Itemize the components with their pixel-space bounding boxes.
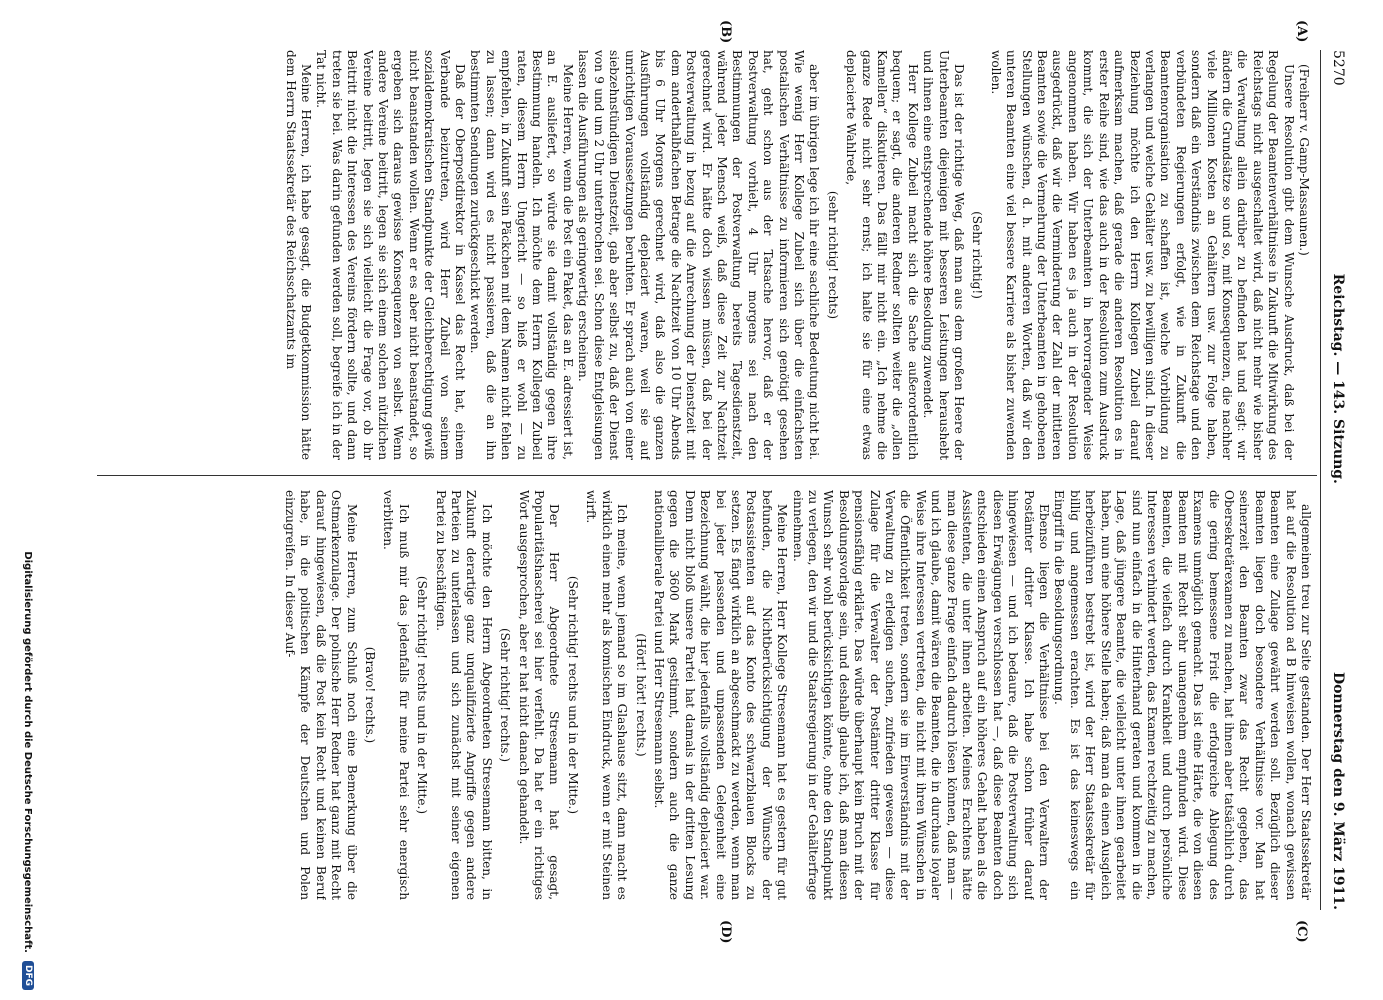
paragraph: Das ist der richtige Weg, daß man aus dem großen Heere der Unterbeamten diejenigen mit besseren Leistungen heraushebt und ihnen eine entsprechende höhere Besoldung zuwendet. (921, 50, 967, 460)
right-column (103, 490, 1313, 900)
paragraph: Ich möchte den Herrn Abgeordneten Stresemann bitten, in Zukunft derartige ganz unqualifizierte Angriffe gegen andere Parteien zu unterlassen und sich zunächst mit seiner eigenen Partei zu beschäftigen. (433, 490, 494, 900)
interjection: (Sehr richtig!) (970, 211, 985, 299)
margin-marker-a: (A) (1294, 20, 1309, 43)
interjection: (Bravo! rechts.) (363, 646, 378, 744)
digitization-footer (13, 10, 43, 990)
page-header (1323, 50, 1353, 910)
interjection: (Hört! hört! rechts.) (633, 633, 648, 757)
document-sheet (93, 20, 1353, 944)
header-date: Donnerstag den 9. März 1911. (1330, 671, 1346, 910)
interjection: (sehr richtig! rechts) (825, 190, 840, 320)
paragraph: (Freiherr v. Gamp-Massaunen.) (1297, 64, 1311, 256)
paragraph: Meine Herren, wenn die Post ein Paket, das an E. adressiert ist, an E. ausliefert, so würde sie damit vollständig gegen ihre Bestimmung handeln. Ich möchte dem Herrn Kollegen Zubeil raten, diesem Herrn Ungericht — so hieß er wohl — zu empfehlen, in Zukunft sein Päckchen mit dem Namen nicht fehlen zu lassen; dann wird es nicht passieren, daß die an ihn bestimmten Sendungen zurückgeschickt werden. (468, 50, 575, 460)
paragraph: Der Herr Abgeordnete Stresemann hat gesagt, Popularitätshascherei sei hier verfehlt. Da hat er ein richtiges Wort ausgesprochen, aber er hat nicht danach gehandelt. (516, 490, 562, 900)
interjection: (Sehr richtig! rechts und in der Mitte.) (415, 575, 430, 815)
paragraph: Meine Herren, zum Schluß noch eine Bemerkung über die Ostmarkenzulage. Der polnische Herr Redner hat ganz mit Recht darauf hingewiesen, daß die Post kein Recht und keinen Beruf habe, in die politischen Kämpfe der Deutschen und Polen einzugreifen. In dieser Auf- (283, 490, 359, 900)
paragraph: Daß der Oberpostdirektor in Kassel das Recht hat, einem Verbande beizutreten, wird Herr Zubeil von seinem sozialdemokratischen Standpunkte der Gleichberechtigung gewiß nicht beanstanden wollen. Wenn er es aber nicht beanstandet, so ergeben sich daraus gewisse Konsequenzen von selbst. Wenn andere Vereine beitritt, legen sie sich einem solchen nützlichen Vereine beitritt, legen sie sich vielleicht die Frage vor, ob ihr Beitritt nicht die Interessen des Vereins fördern sollte, und dann treten sie bei. Was darin gefunden werden soll, begreife ich in der Tat nicht. (314, 50, 468, 460)
page-number: 5270 (1330, 50, 1346, 86)
margin-marker-d: (D) (718, 920, 733, 944)
interjection: (Sehr richtig! rechts und in der Mitte.) (565, 575, 580, 815)
interjection: (Sehr richtig! rechts.) (498, 627, 513, 763)
paragraph: Unsere Resolution gibt dem Wunsche Ausdruck, daß bei der Regelung der Beamtenverhältnisse in Zukunft die Mitwirkung des Reichstags nicht ausgeschaltet wird, daß nicht mehr wie bisher die Verwaltung allein darüber zu befinden hat und sagt: wir ändern die Grundsätze so und so, mit Konsequenzen, die nachher viele Millionen Kosten an Gehältern usw. zur Folge haben, sondern daß ein Verständnis zwischen dem Reichstage und den verbündeten Regierungen erfolgt, wie in Zukunft die Beamtenorganisation zu schaffen ist, welche Vorbildung zu verlangen und welche Gehälter usw. zu bewilligen sind. In dieser Beziehung möchte ich den Herrn Kollegen Zubeil darauf aufmerksam machen, daß gerade die anderen Resolution es in erster Reihe sind, wie das auch in der Resolution zum Ausdruck kommt, die sich der Unterbeamten in hervorragender Weise angenommen haben. Wir haben es ja auch in der Resolution ausgedrückt, daß wir die Verminderung der Zahl der mittleren Beamten sowie die Vermehrung der Unterbeamten in gehobenen Stellungen wünschen, d. h. mit anderen Worten, daß wir den unteren Beamten eine viel bessere Karriere als bisher zuwenden wollen. (988, 50, 1296, 460)
paragraph: aber im übrigen lege ich ihr eine sachliche Bedeutung nicht bei. Wie wenig Herr Kollege Zubeil sich über die einfachsten postalischen Verhältnisse zu informieren sich genötigt gesehen hat, geht schon aus der Tatsache hervor, daß er der Postverwaltung vorhielt, 4 Uhr morgens sei nach den Bestimmungen der Postverwaltung bereits Tagesdienstzeit, während jeder Mensch weiß, daß diese Zeit zur Nachtzeit gerechnet wird. Er hätte doch wissen müssen, daß bei der Postverwaltung in bezug auf die Anrechnung der Dienstzeit mit dem anderthalbfachen Betrage die Nachtzeit von 10 Uhr Abends bis 6 Uhr Morgens gerechnet wird, daß also die ganzen Ausführungen vollständig deplaciert waren, weil sie auf unrichtigen Voraussetzungen beruhten. Er sprach auch von einer siebzehnstündigen Dienstzeit, gab aber selbst zu, daß der Dienst von 9 und um 2 Uhr unterbrochen sei. Schon diese Entgleisungen lassen die Ausführungen als geringwertig erscheinen. (576, 50, 822, 460)
paragraph: Ebenso liegen die Verhältnisse bei den Verwaltern der Postämter dritter Klasse. Ich habe schon früher darauf hingewiesen — und ich bedaure, daß die Postverwaltung sich diesen Erwägungen verschlossen hat —, daß diese Beamten doch entschieden einen Anspruch auf ein höheres Gehalt haben als die Assistenten, die unter ihnen arbeiten. Meines Erachtens hätte man diese ganze Frage einfach dadurch lösen können, daß man — und ich glaube, damit wären die Beamten, die in durchaus loyaler Weise ihre Interessen vertreten, die nicht mit ihren Wünschen in die Öffentlichkeit treten, sondern sie im Einverständnis mit der Verwaltung zu erledigen suchen, zufrieden gewesen — diese Zulage für die Verwalter der Postämter dritter Klasse für pensionsfähig erklärte. Das würde überhaupt kein Bruch mit der Besoldungsvorlage sein, und deshalb glaube ich, daß man diesen Wunsch sehr wohl berücksichtigen könnte, ohne den Standpunkt zu verlegen, den wir und die Staatsregierung in der Gehälterfrage einnehmen. (790, 490, 1052, 900)
left-column (103, 50, 1313, 460)
margin-marker-b: (B) (718, 20, 733, 44)
column-divider (97, 475, 1317, 476)
paragraph: Ich meine, wenn jemand so im Glashause sitzt, dann macht es wirklich einen mehr als komischen Eindruck, wenn er mit Steinen wirft. (584, 490, 630, 900)
paragraph: Ich muß mir das jedenfalls für meine Partei sehr energisch verbitten. (381, 490, 411, 900)
paragraph: allgemeinen treu zur Seite gestanden. Der Herr Staatssekretär hat auf die Resolution ad B hinweisen wollen, wonach gewissen Beamten eine Zulage gewährt werden soll. Bezüglich dieser Beamten liegen doch besondere Verhältnisse vor. Man hat seinerzeit den Beamten zwar das Recht gegeben, das Obersekretärexamen zu machen, hat ihnen aber tatsächlich durch die gering bemessene Frist die erfolgreiche Ablegung des Examens unmöglich gemacht. Das ist eine Härte, die von diesen Beamten mit Recht sehr unangenehm empfunden wird. Diese Beamten, die vielfach durch Krankheit und durch persönliche Interessen verhindert werden, das Examen rechtzeitig zu machen, sind nun einfach in die Hinterhand geraten und kommen in die Lage, daß jüngere Beamte, die vielleicht unter ihnen gearbeitet haben, nun eine höhere Stelle haben; daß man da einen Ausgleich herbeizuführen bestrebt ist, wird der Herr Staatssekretär für billig und angemessen erachten. Es ist das keineswegs ein Eingriff in die Besoldungsordnung. (1052, 490, 1313, 900)
paragraph: Meine Herren, ich habe gesagt, die Budgetkommission hätte dem Herrn Staatssekretär des Reichsschatzamts im (283, 50, 313, 460)
header-title: Reichstag. — 143. Sitzung. (1330, 273, 1346, 484)
paragraph: Herr Kollege Zubeil macht sich die Sache außerordentlich bequem; er sagt, die anderen Redner sollten weiter die „ollen Kamellen“ diskutieren. Das fällt mir nicht ein. „Ich nehme die ganze Rede nicht sehr ernst; ich halte sie für eine etwas deplacierte Wahlrede, (844, 50, 920, 460)
margin-marker-c: (C) (1294, 920, 1309, 943)
paragraph: Meine Herren, Herr Kollege Stresemann hat es gestern für gut befunden, die Nichtberücksichtigung der Wünsche der Postassistenten auf das Konto des schwarzblauen Blocks zu setzen. Es fängt wirklich an abgeschmackt zu werden, wenn man bei jeder passenden und unpassenden Gelegenheit eine Bezeichnung wählt, die hier jedenfalls vollständig deplaciert war. Denn nicht bloß unsere Partei hat damals in der dritten Lesung gegen die 3600 Mark gestimmt, sondern auch die ganze nationalliberale Partei und Herr Stresemann selbst. (651, 490, 790, 900)
dfg-badge: DFG (22, 961, 34, 990)
header-rule (1320, 50, 1321, 910)
digitization-note: Digitalisierung gefördert durch die Deutsche Forschungsgemeinschaft. (22, 551, 34, 953)
